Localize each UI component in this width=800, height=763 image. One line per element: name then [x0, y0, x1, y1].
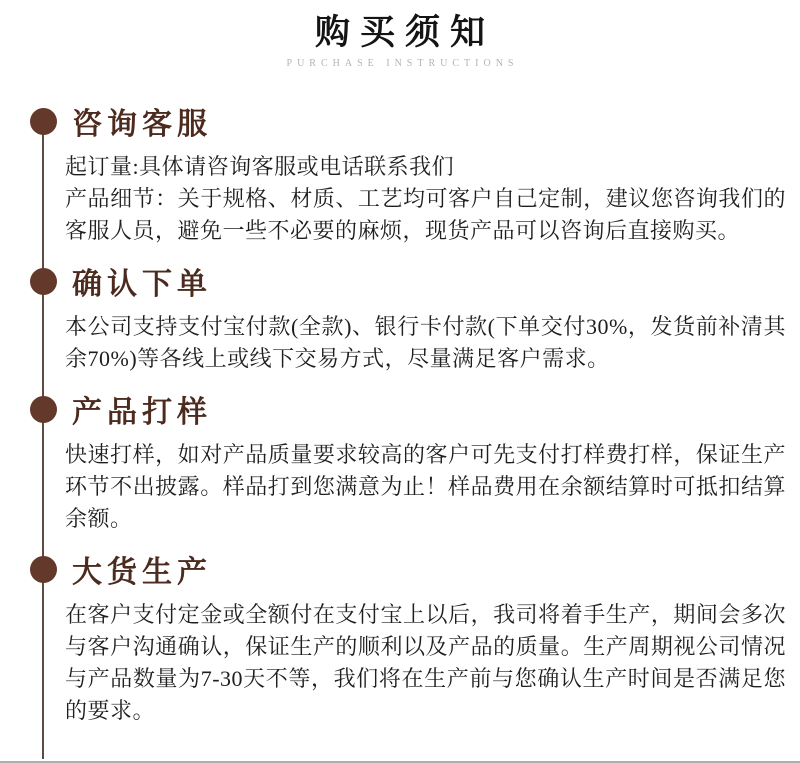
- page-subtitle: PURCHASE INSTRUCTIONS: [286, 58, 519, 69]
- instruction-section: [0, 101, 800, 247]
- section-title: 产品打样: [72, 396, 212, 429]
- section-bullet-icon: [30, 396, 57, 423]
- section-paragraph: 产品细节：关于规格、材质、工艺均可客户自己定制，建议您咨询我们的客服人员，避免一些不必要的麻烦，现货产品可以咨询后直接购买。: [65, 186, 786, 243]
- section-paragraph: 在客户支付定金或全额付在支付宝上以后，我司将着手生产，期间会多次与客户沟通确认，保证生产的顺利以及产品的质量。生产周期视公司情况与产品数量为7-30天不等，我们将在生产前与您确认生产时间是否满足您的要求。: [65, 602, 786, 723]
- instruction-section: [0, 549, 800, 727]
- section-header: [0, 549, 800, 589]
- section-paragraph: 本公司支持支付宝付款(全款)、银行卡付款(下单交付30%，发货前补清其余70%)等各线上或线下交易方式，尽量满足客户需求。: [65, 314, 786, 371]
- section-bullet-icon: [30, 268, 57, 295]
- section-bullet-icon: [30, 108, 57, 135]
- section-body: [0, 311, 800, 375]
- instruction-section: [0, 389, 800, 535]
- instruction-section: [0, 261, 800, 375]
- sections-list: [0, 101, 800, 727]
- section-paragraph: 起订量:具体请咨询客服或电话联系我们: [65, 154, 455, 179]
- section-title: 大货生产: [72, 556, 212, 589]
- section-title: 确认下单: [72, 268, 212, 301]
- page-header: [0, 0, 800, 71]
- page-title: 购买须知: [314, 13, 495, 52]
- section-paragraph: 快速打样，如对产品质量要求较高的客户可先支付打样费打样，保证生产环节不出披露。样品打到您满意为止！样品费用在余额结算时可抵扣结算余额。: [65, 442, 786, 531]
- section-body: [0, 439, 800, 535]
- section-body: [0, 151, 800, 247]
- section-header: [0, 389, 800, 429]
- section-header: [0, 101, 800, 141]
- section-title: 咨询客服: [72, 108, 212, 141]
- section-bullet-icon: [30, 556, 57, 583]
- section-body: [0, 599, 800, 727]
- section-header: [0, 261, 800, 301]
